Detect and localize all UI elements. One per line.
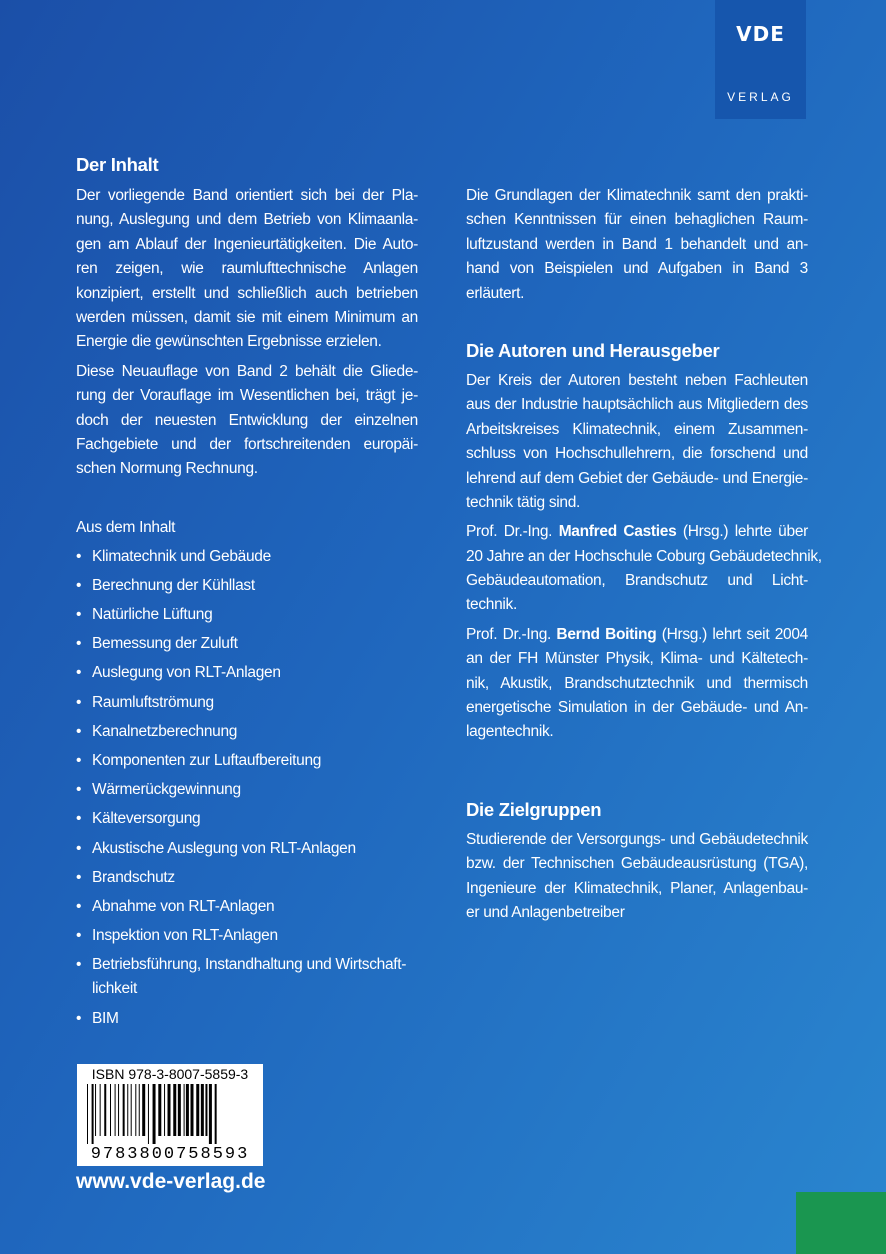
paragraph-inhalt-1: [76, 184, 418, 360]
list-item: • Wärmerückgewinnung: [76, 778, 418, 807]
text-line: erläutert.: [466, 284, 525, 302]
text: (Hrsg.) lehrte über: [676, 523, 808, 541]
list-item: • Berechnung der Kühllast: [76, 574, 418, 603]
text-line: technik.: [466, 596, 518, 614]
list-item: • Bemessung der Zuluft: [76, 632, 418, 661]
barcode-bar: [196, 1084, 199, 1136]
text-line: Die Grundlagen der Klimatechnik samt den prakti-: [466, 187, 808, 204]
list-item: • Komponenten zur Luftaufbereitung: [76, 749, 418, 778]
paragraph-grundlagen: [466, 184, 808, 306]
text-line: lagentechnik.: [466, 723, 554, 741]
text-line: ren zeigen, wie raumlufttechnische Anlagen: [76, 260, 418, 278]
logo-brand: VDE: [736, 22, 785, 46]
barcode-bar: [173, 1084, 176, 1136]
barcode-bar: [201, 1084, 204, 1136]
text-line: nung, Auslegung und dem Betrieb von Klimaanla-: [76, 211, 418, 229]
barcode-bar: [110, 1084, 111, 1136]
barcode-bar: [100, 1084, 101, 1136]
barcode-bar: [92, 1084, 94, 1144]
paragraph-autoren: [466, 369, 808, 520]
text-line: technik tätig sind.: [466, 493, 581, 511]
text-line: doch der neuesten Entwicklung der einzelnen: [76, 411, 418, 429]
text-line: schluss von Hochschullehrern, die forschend und: [466, 445, 808, 463]
text-line: Der Kreis der Autoren besteht neben Fachleuten: [466, 371, 808, 389]
list-item: • BIM: [76, 1007, 418, 1036]
text-line: konzipiert, erstellt und schließlich auch betrieben: [76, 284, 418, 302]
text-line: bzw. der Technischen Gebäudeausrüstung (TGA),: [466, 855, 808, 873]
green-corner-mark: [796, 1192, 886, 1254]
list-item: • Abnahme von RLT-Anlagen: [76, 895, 418, 924]
text-line: werden müssen, damit sie mit einem Minimum an: [76, 308, 418, 326]
list-item: • Natürliche Lüftung: [76, 603, 418, 632]
title: Prof. Dr.-Ing.: [466, 523, 559, 541]
barcode-bar: [184, 1084, 185, 1136]
text-line: Energie die gewünschten Ergebnisse erzielen.: [76, 333, 382, 351]
text-line: er und Anlagenbetreiber: [466, 903, 625, 921]
isbn-text: ISBN 978-3-8007-5859-3: [91, 1066, 249, 1082]
barcode-bar: [215, 1084, 217, 1144]
barcode-bar: [164, 1084, 165, 1136]
casties-intro: [466, 520, 808, 544]
barcode-bar: [178, 1084, 181, 1136]
text-line: an der FH Münster Physik, Klima- und Kältetech-: [466, 650, 808, 668]
text-line: hand von Beispielen und Aufgaben in Band 3: [466, 260, 808, 278]
website-url[interactable]: www.vde-verlag.de: [76, 1170, 266, 1193]
barcode-bar: [127, 1084, 128, 1136]
text-line: Studierende der Versorgungs- und Gebäudetechnik: [466, 830, 808, 848]
text-line: 20 Jahre an der Hochschule Coburg Gebäudetechnik,: [466, 547, 822, 565]
barcode-bar: [142, 1084, 145, 1136]
list-item: • Kanalnetzberechnung: [76, 720, 418, 749]
text-line: luftzustand werden in Band 1 behandelt und an-: [466, 235, 808, 253]
text-line: Fachgebiete und der fortschreitenden europäi-: [76, 435, 418, 453]
text-line: rung der Vorauflage im Wesentlichen bei, trägt je-: [76, 387, 418, 405]
isbn-barcode: [77, 1064, 263, 1166]
heading-inhalt: Der Inhalt: [76, 154, 159, 175]
paragraph-zielgruppen: [466, 828, 808, 926]
list-item: • Betriebsführung, Instandhaltung und Wirtschaft- lichkeit: [76, 953, 418, 1007]
list-item: • Auslegung von RLT-Anlagen: [76, 661, 418, 690]
barcode-bar: [131, 1084, 132, 1136]
barcode-bar: [95, 1084, 96, 1136]
text-line: Gebäudeautomation, Brandschutz und Licht-: [466, 572, 808, 590]
paragraph-inhalt-2: [76, 360, 418, 482]
text-line: Diese Neuauflage von Band 2 behält die Gliede-: [76, 362, 418, 380]
list-item: • Inspektion von RLT-Anlagen: [76, 924, 418, 953]
barcode-bar: [115, 1084, 116, 1136]
barcode-bar: [168, 1084, 171, 1136]
text-line: nik, Akustik, Brandschutztechnik und thermisch: [466, 674, 808, 692]
barcode-bar: [135, 1084, 136, 1136]
barcode-bar: [209, 1084, 212, 1144]
barcode-number: 9783800758593: [90, 1145, 250, 1164]
text-line: Arbeitskreises Klimatechnik, einem Zusammen-: [466, 420, 808, 438]
barcode-bar: [139, 1084, 140, 1136]
author-name: Manfred Casties: [558, 523, 677, 541]
content-list: [76, 545, 418, 1036]
list-item: • Klimatechnik und Gebäude: [76, 545, 418, 574]
text-line: Der vorliegende Band orientiert sich bei der Pla-: [76, 187, 418, 204]
barcode-bar: [118, 1084, 119, 1136]
text-line: lehrend auf dem Gebiet der Gebäude- und Energie-: [466, 469, 808, 487]
text-line: schen Kenntnissen für einen behaglichen Raum-: [466, 211, 808, 229]
text-line: energetische Simulation in der Gebäude- und An-: [466, 699, 808, 717]
barcode-bar: [87, 1084, 88, 1144]
heading-autoren: Die Autoren und Herausgeber: [466, 339, 720, 361]
right-column: [466, 184, 822, 925]
text-line: Ingenieure der Klimatechnik, Planer, Anlagenbau-: [466, 879, 808, 897]
barcode-bar: [148, 1084, 149, 1144]
text-line: gen am Ablauf der Ingenieurtätigkeiten. Die Auto-: [76, 235, 418, 253]
list-item: • Raumluftströmung: [76, 691, 418, 720]
heading-zielgruppen: Die Zielgruppen: [466, 798, 602, 820]
list-item: • Brandschutz: [76, 866, 418, 895]
barcode-bar: [123, 1084, 125, 1136]
boiting-intro: [466, 623, 808, 647]
list-item: • Akustische Auslegung von RLT-Anlagen: [76, 837, 418, 866]
text-line: aus der Industrie hauptsächlich aus Mitgliedern des: [466, 396, 808, 414]
vde-logo: [715, 0, 806, 119]
author-name: Bernd Boiting: [556, 625, 657, 643]
title: Prof. Dr.-Ing.: [466, 625, 557, 643]
barcode-bar: [191, 1084, 194, 1136]
left-column: [76, 153, 418, 1036]
barcode-bar: [186, 1084, 189, 1136]
barcode-bar: [205, 1084, 207, 1136]
text-line: schen Normung Rechnung.: [76, 460, 258, 478]
barcode-bar: [158, 1084, 161, 1136]
barcode-bar: [104, 1084, 106, 1136]
barcode-bars: [85, 1084, 255, 1144]
logo-sub: VERLAG: [727, 90, 794, 104]
boiting-bio: [466, 647, 808, 745]
barcode-bar: [153, 1084, 156, 1144]
text: (Hrsg.) lehrt seit 2004: [656, 625, 808, 643]
list-title: Aus dem Inhalt: [76, 518, 176, 536]
casties-bio: [466, 545, 822, 623]
list-item: • Kälteversorgung: [76, 807, 418, 836]
